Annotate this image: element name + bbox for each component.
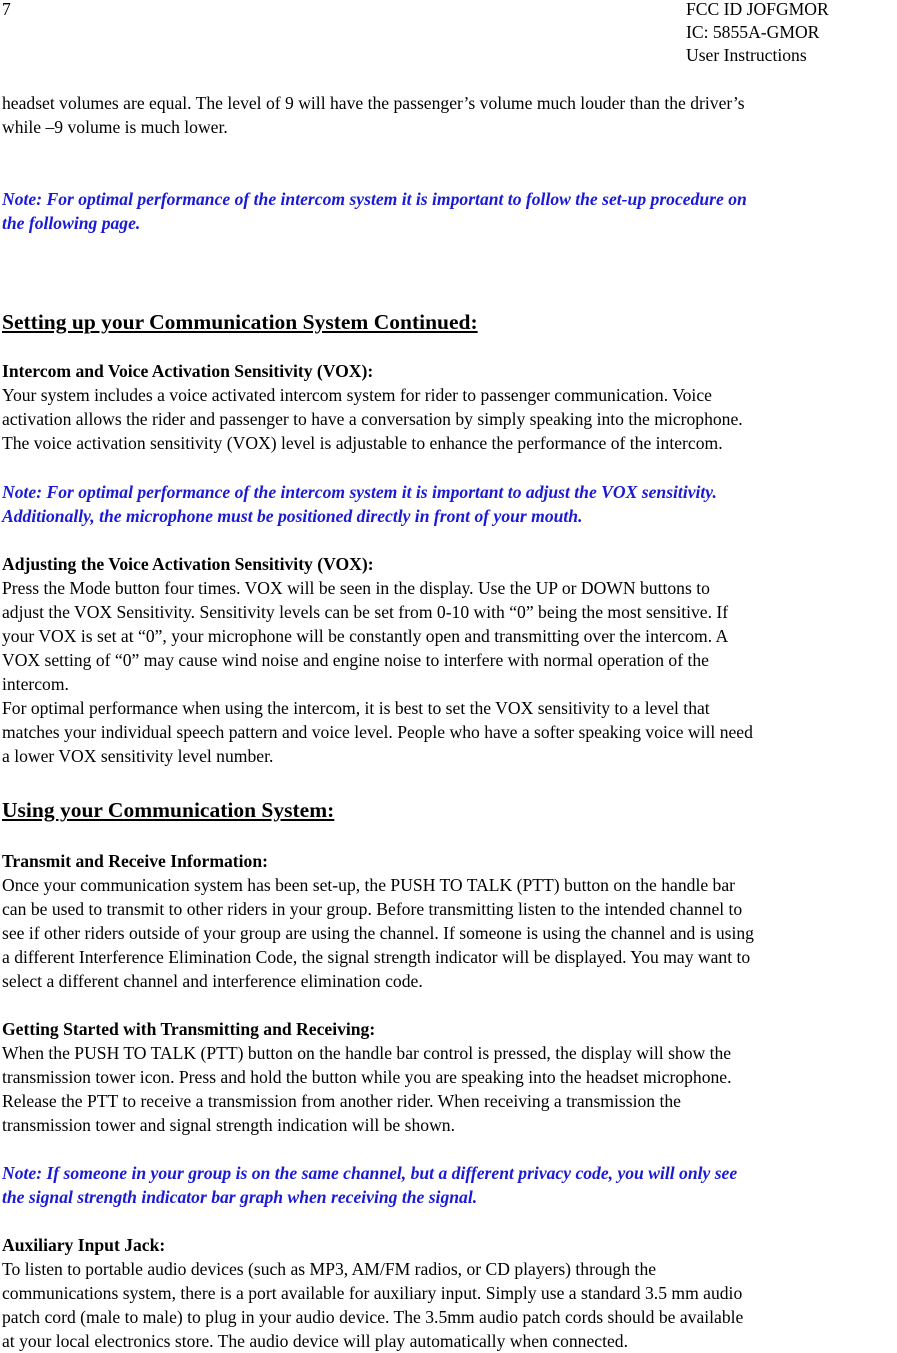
fcc-id: FCC ID JOFGMOR: [686, 0, 829, 19]
subheading: Auxiliary Input Jack:: [2, 1235, 166, 1255]
body-line: For optimal performance when using the intercom, it is best to set the VOX sensitivity to a level that: [2, 698, 710, 718]
note-line: Additionally, the microphone must be positioned directly in front of your mouth.: [2, 506, 583, 526]
body-line: patch cord (male to male) to plug in your audio device. The 3.5mm audio patch cords should be available: [2, 1307, 744, 1327]
subheading: Intercom and Voice Activation Sensitivity (VOX):: [2, 361, 374, 381]
body-line: Once your communication system has been set-up, the PUSH TO TALK (PTT) button on the handle bar: [2, 875, 736, 895]
body-line: When the PUSH TO TALK (PTT) button on the handle bar control is pressed, the display will show the: [2, 1043, 732, 1063]
body-line: transmission tower and signal strength indication will be shown.: [2, 1115, 455, 1135]
body-line: intercom.: [2, 674, 69, 694]
subheading: Transmit and Receive Information:: [2, 851, 268, 871]
body-line: Your system includes a voice activated intercom system for rider to passenger communication. Voice: [2, 385, 712, 405]
body-line: The voice activation sensitivity (VOX) level is adjustable to enhance the performance of the intercom.: [2, 433, 723, 453]
subheading: Adjusting the Voice Activation Sensitivity (VOX):: [2, 554, 374, 574]
note-line: the signal strength indicator bar graph when receiving the signal.: [2, 1187, 478, 1207]
body-line: your VOX is set at “0”, your microphone will be constantly open and transmitting over the intercom. A: [2, 626, 729, 646]
intro-line: while –9 volume is much lower.: [2, 117, 228, 137]
page-number: 7: [2, 0, 11, 19]
body-line: matches your individual speech pattern and voice level. People who have a softer speaking voice will need: [2, 722, 753, 742]
subheading: Getting Started with Transmitting and Receiving:: [2, 1019, 376, 1039]
body-line: Press the Mode button four times. VOX will be seen in the display. Use the UP or DOWN buttons to: [2, 578, 710, 598]
body-line: select a different channel and interference elimination code.: [2, 971, 423, 991]
body-line: a different Interference Elimination Code, the signal strength indicator will be displayed. You may want to: [2, 947, 751, 967]
body-line: To listen to portable audio devices (such as MP3, AM/FM radios, or CD players) through the: [2, 1259, 657, 1279]
note-line: the following page.: [2, 213, 141, 233]
section-title: Setting up your Communication System Continued:: [2, 310, 478, 334]
body-line: at your local electronics store. The audio device will play automatically when connected.: [2, 1331, 628, 1351]
intro-line: headset volumes are equal. The level of 9 will have the passenger’s volume much louder than the driver’s: [2, 93, 745, 113]
doc-type: User Instructions: [686, 45, 807, 65]
note-line: Note: For optimal performance of the intercom system it is important to follow the set-up procedure on: [2, 189, 747, 209]
note-line: Note: For optimal performance of the intercom system it is important to adjust the VOX sensitivity.: [2, 482, 717, 502]
section-title: Using your Communication System:: [2, 798, 335, 822]
body-line: a lower VOX sensitivity level number.: [2, 746, 274, 766]
ic-number: IC: 5855A-GMOR: [686, 22, 820, 42]
body-line: adjust the VOX Sensitivity. Sensitivity levels can be set from 0-10 with “0” being the most sensitive. If: [2, 602, 729, 622]
body-line: communications system, there is a port available for auxiliary input. Simply use a standard 3.5 mm audio: [2, 1283, 743, 1303]
body-line: VOX setting of “0” may cause wind noise and engine noise to interfere with normal operation of the: [2, 650, 709, 670]
body-line: see if other riders outside of your group are using the channel. If someone is using the channel and is using: [2, 923, 754, 943]
body-line: activation allows the rider and passenger to have a conversation by simply speaking into the microphone.: [2, 409, 743, 429]
body-line: can be used to transmit to other riders in your group. Before transmitting listen to the intended channel to: [2, 899, 743, 919]
body-line: transmission tower icon. Press and hold the button while you are speaking into the headset microphone.: [2, 1067, 732, 1087]
body-line: Release the PTT to receive a transmission from another rider. When receiving a transmission the: [2, 1091, 681, 1111]
note-line: Note: If someone in your group is on the same channel, but a different privacy code, you will only see: [2, 1163, 738, 1183]
